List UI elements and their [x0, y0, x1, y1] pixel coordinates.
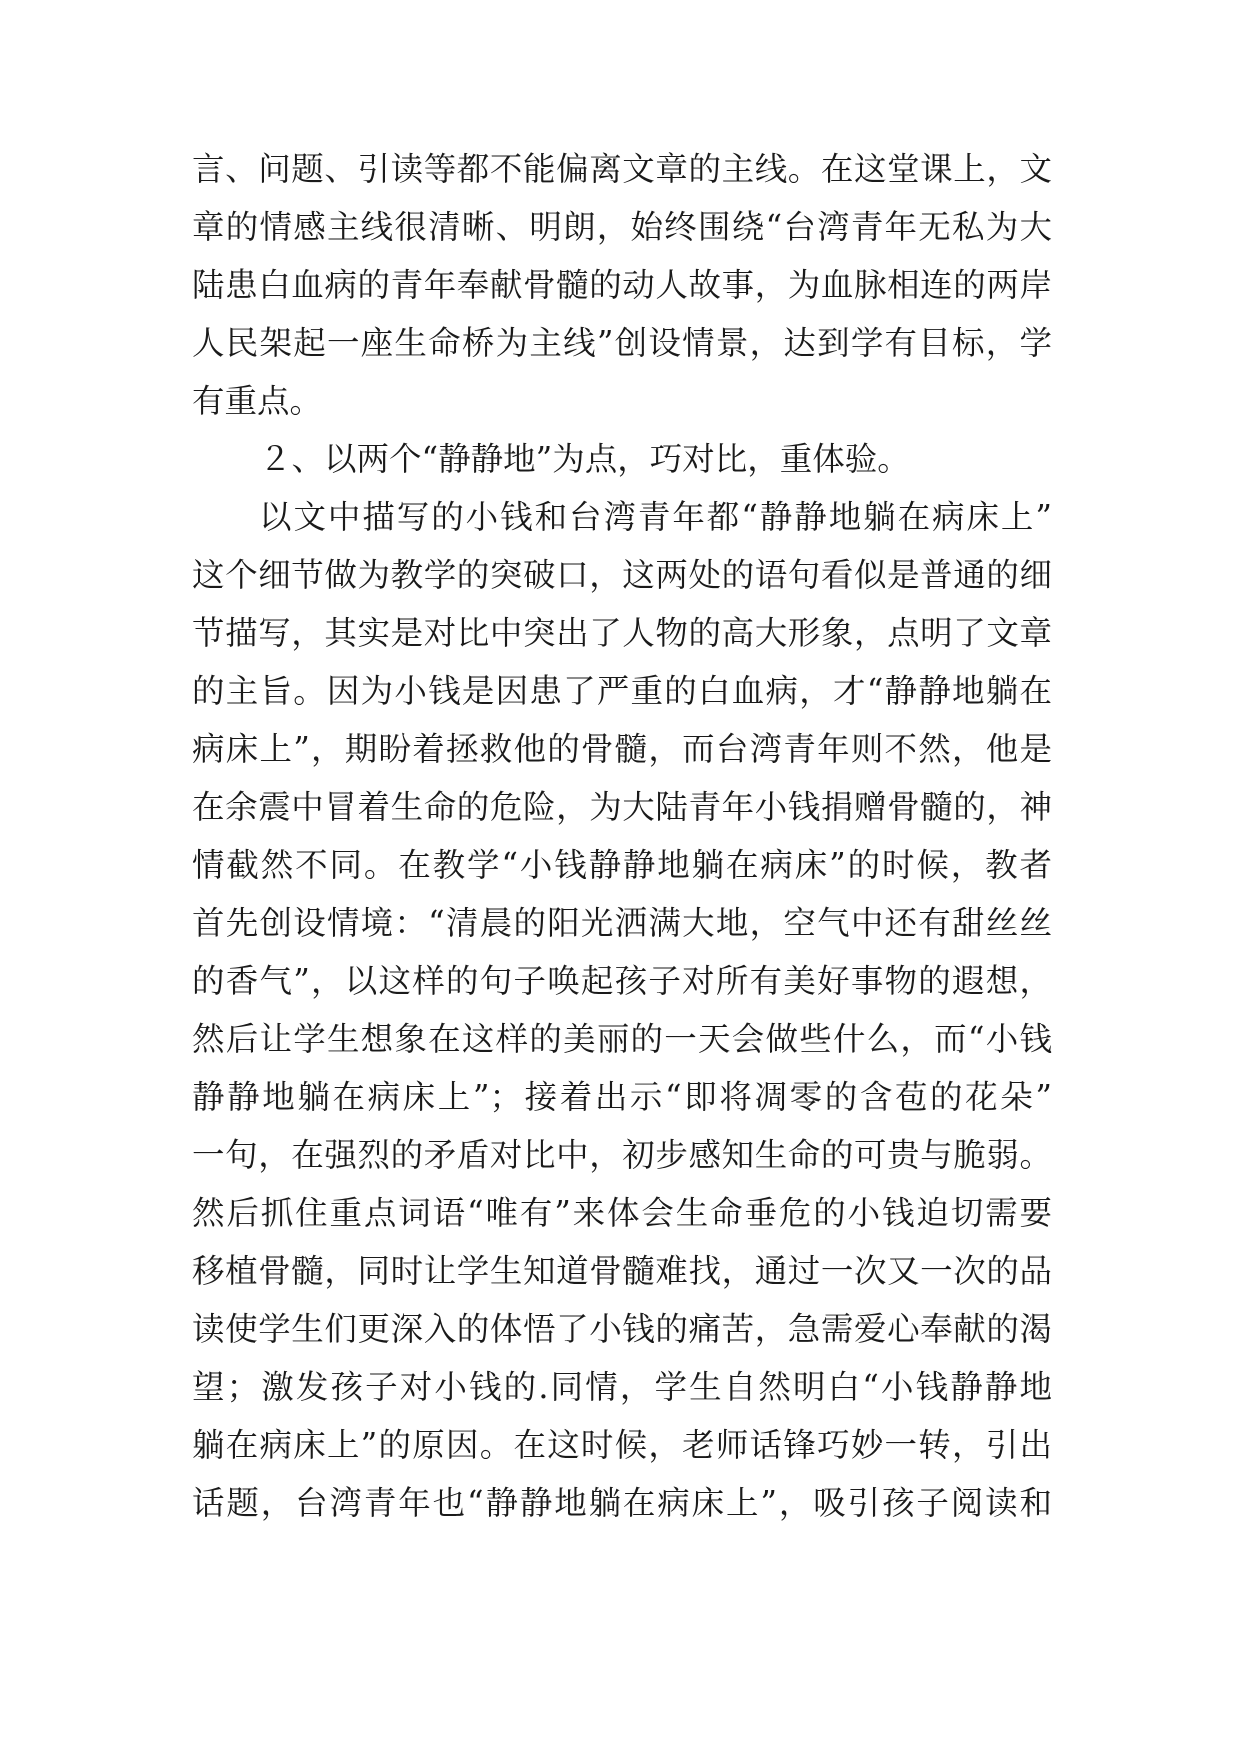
- text-line: 节描写，其实是对比中突出了人物的高大形象，点明了文章: [192, 614, 1052, 652]
- text-line: 读使学生们更深入的体悟了小钱的痛苦，急需爱心奉献的渴: [192, 1310, 1052, 1348]
- text-line: 的主旨。因为小钱是因患了严重的白血病，才“静静地躺在: [192, 672, 1052, 710]
- text-line: 一句，在强烈的矛盾对比中，初步感知生命的可贵与脆弱。: [192, 1136, 1052, 1174]
- text-line: 望；激发孩子对小钱的.同情，学生自然明白“小钱静静地: [192, 1368, 1052, 1406]
- text-line: 这个细节做为教学的突破口，这两处的语句看似是普通的细: [192, 556, 1052, 594]
- text-line: 人民架起一座生命桥为主线”创设情景，达到学有目标，学: [192, 324, 1052, 362]
- text-line: 然后让学生想象在这样的美丽的一天会做些什么，而“小钱: [192, 1020, 1052, 1058]
- text-line: 话题，台湾青年也“静静地躺在病床上”，吸引孩子阅读和: [192, 1484, 1052, 1522]
- text-line: 病床上”，期盼着拯救他的骨髓，而台湾青年则不然，他是: [192, 730, 1052, 768]
- text-line: 移植骨髓，同时让学生知道骨髓难找，通过一次又一次的品: [192, 1252, 1052, 1290]
- text-line: 在余震中冒着生命的危险，为大陆青年小钱捐赠骨髓的，神: [192, 788, 1052, 826]
- text-line: 首先创设情境：“清晨的阳光洒满大地，空气中还有甜丝丝: [192, 904, 1052, 942]
- text-line: 躺在病床上”的原因。在这时候，老师话锋巧妙一转，引出: [192, 1426, 1052, 1464]
- text-line: 有重点。: [192, 382, 323, 420]
- text-line: 言、问题、引读等都不能偏离文章的主线。在这堂课上，文: [192, 150, 1052, 188]
- text-line: 的香气”，以这样的句子唤起孩子对所有美好事物的遐想，: [192, 962, 1052, 1000]
- section-heading: ２、以两个“静静地”为点，巧对比，重体验。: [259, 440, 910, 478]
- text-line: 以文中描写的小钱和台湾青年都“静静地躺在病床上”: [259, 498, 1052, 536]
- text-line: 然后抓住重点词语“唯有”来体会生命垂危的小钱迫切需要: [192, 1194, 1052, 1232]
- text-line: 情截然不同。在教学“小钱静静地躺在病床”的时候，教者: [192, 846, 1052, 884]
- text-line: 陆患白血病的青年奉献骨髓的动人故事，为血脉相连的两岸: [192, 266, 1052, 304]
- text-line: 静静地躺在病床上”；接着出示“即将凋零的含苞的花朵”: [192, 1078, 1052, 1116]
- text-line: 章的情感主线很清晰、明朗，始终围绕“台湾青年无私为大: [192, 208, 1052, 246]
